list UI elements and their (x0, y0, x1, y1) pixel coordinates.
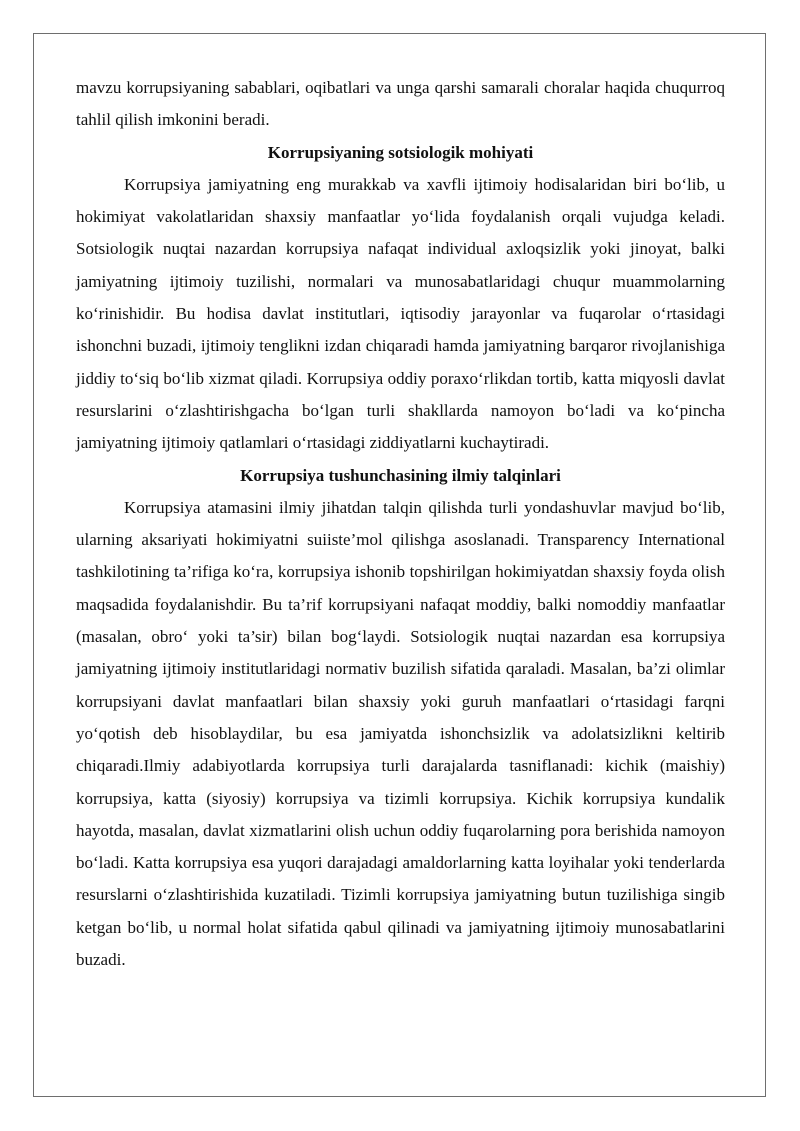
intro-paragraph: mavzu korrupsiyaning sabablari, oqibatlari va unga qarshi samarali choralar haqida chuqurroq tahlil qilish imkonini beradi. (76, 78, 725, 130)
paragraph-sociological-essence: Korrupsiya jamiyatning eng murakkab va xavfli ijtimoiy hodisalaridan biri bo‘lib, u hokimiyat vakolatlaridan shaxsiy manfaatlar yo‘lida foydalanish orqali vujudga keladi. Sotsiologik nuqtai nazardan korrupsiya nafaqat individual axloqsizlik yoki jinoyat, balki jamiyatning ijtimoiy tuzilishi, normalari va munosabatlaridagi chuqur muammolarning ko‘rinishidir. Bu hodisa davlat institutlari, iqtisodiy jarayonlar va fuqarolar o‘rtasidagi ishonchni buzadi, ijtimoiy tenglikni izdan chiqaradi hamda jamiyatning barqaror rivojlanishiga jiddiy to‘siq bo‘lib xizmat qiladi. Korrupsiya oddiy poraxo‘rlikdan tortib, katta miqyosli davlat resurslarini o‘zlashtirishgacha bo‘lgan turli shakllarda namoyon bo‘ladi va ko‘pincha jamiyatning ijtimoiy qatlamlari o‘rtasidagi ziddiyatlarni kuchaytiradi. (76, 174, 725, 453)
document-body (76, 72, 725, 976)
section-heading-scientific-interpretations: Korrupsiya tushunchasining ilmiy talqinlari (240, 465, 561, 485)
section-heading-sociological-essence: Korrupsiyaning sotsiologik mohiyati (267, 142, 534, 162)
paragraph-scientific-interpretations: Korrupsiya atamasini ilmiy jihatdan talqin qilishda turli yondashuvlar mavjud bo‘lib, ularning aksariyati hokimiyatni suiiste’mol qilishga asoslanadi. Transparency International tashkilotining ta’rifiga ko‘ra, korrupsiya ishonib topshirilgan hokimiyatdan shaxsiy foyda olish maqsadida foydalanishdir. Bu ta’rif korrupsiyani nafaqat moddiy, balki nomoddiy manfaatlar (masalan, obro‘ yoki ta’sir) bilan bog‘laydi. Sotsiologik nuqtai nazardan esa korrupsiya jamiyatning ijtimoiy institutlaridagi normativ buzilish sifatida qaraladi. Masalan, ba’zi olimlar korrupsiyani davlat manfaatlari bilan shaxsiy yoki guruh manfaatlari o‘rtasidagi farqni yo‘qotish deb hisoblaydilar, bu esa jamiyatda ishonchsizlik va adolatsizlikni keltirib chiqaradi.Ilmiy adabiyotlarda korrupsiya turli darajalarda tasniflanadi: kichik (maishiy) korrupsiya, katta (siyosiy) korrupsiya va tizimli korrupsiya. Kichik korrupsiya kundalik hayotda, masalan, davlat xizmatlarini olish uchun oddiy fuqarolarning pora berishida namoyon bo‘ladi. Katta korrupsiya esa yuqori darajadagi amaldorlarning katta loyihalar yoki tenderlarda resurslarni o‘zlashtirishida kuzatiladi. Tizimli korrupsiya jamiyatning butun tuzilishiga singib ketgan bo‘lib, u normal holat sifatida qabul qilinadi va jamiyatning ijtimoiy munosabatlarini buzadi. (76, 497, 725, 970)
